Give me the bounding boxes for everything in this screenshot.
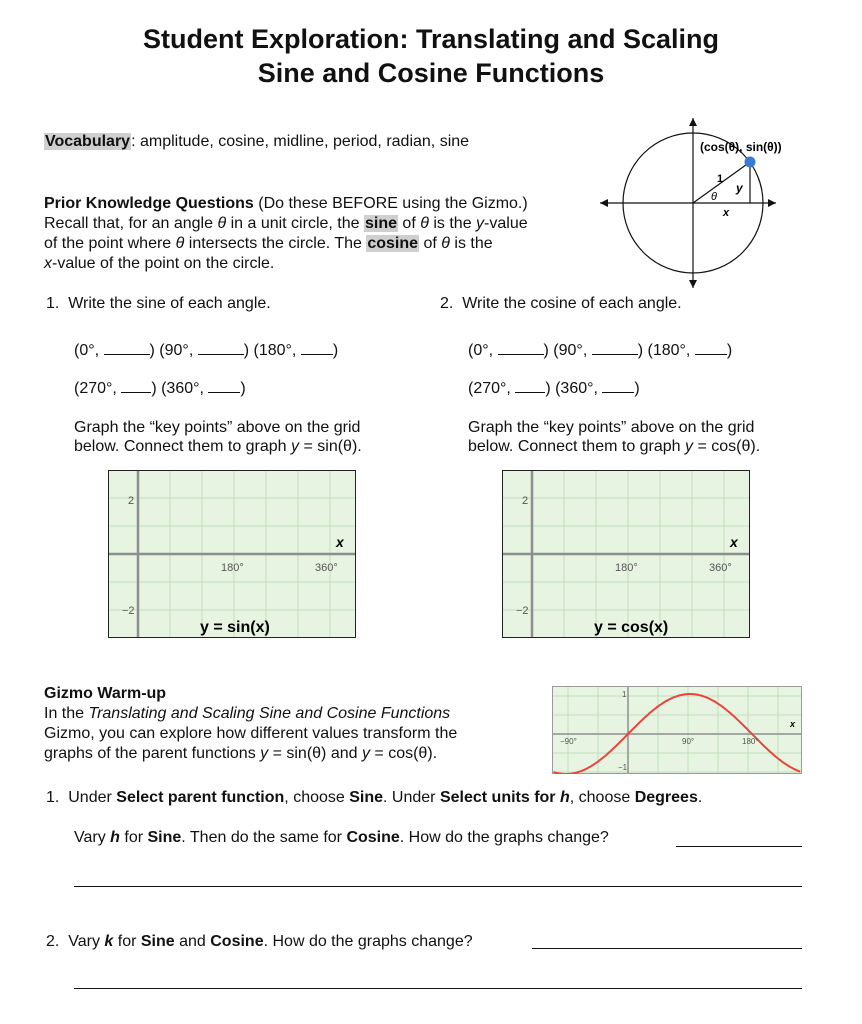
prior-text: Recall that, for an angle	[44, 215, 218, 232]
wq2-number: 2.	[46, 933, 60, 950]
q1-text: Write the sine of each angle.	[68, 295, 271, 312]
wq1-bold: Cosine	[346, 829, 400, 846]
q2-angle-270: (270°,	[468, 380, 511, 397]
answer-line[interactable]	[532, 948, 802, 949]
unit-circle-diagram	[590, 110, 790, 295]
wq1-text: . How do the graphs change?	[399, 829, 609, 846]
wq2-text: Vary	[68, 933, 105, 950]
y-tick-top: 2	[522, 495, 529, 507]
wq1-bold: Sine	[349, 789, 384, 806]
prior-line-3	[44, 254, 274, 274]
x-tick-90: 90°	[682, 737, 695, 746]
x-axis-label: x	[336, 534, 344, 550]
theta-symbol: θ	[420, 215, 429, 232]
prior-text: is the	[449, 235, 493, 252]
x-tick-180: 180°	[221, 562, 244, 574]
wq2-bold: Sine	[140, 933, 175, 950]
cosine-highlight: cosine	[367, 235, 419, 252]
q2-number: 2.	[440, 295, 454, 312]
prior-heading: Prior Knowledge Questions	[44, 195, 254, 212]
q1-angle-360: ) (360°,	[151, 380, 204, 397]
warmup-q1-line-2	[74, 828, 609, 848]
y-var: y	[291, 438, 300, 455]
warmup-text: graphs of the parent functions	[44, 745, 261, 762]
sine-highlight: sine	[364, 215, 397, 232]
wq1-bold: Select parent function	[116, 789, 285, 806]
q2-angle-90: ) (90°,	[543, 342, 588, 359]
title-line-1: Student Exploration: Translating and Scaling	[142, 24, 720, 54]
q2-angles-row-1	[468, 340, 732, 361]
wq1-bold: Degrees	[634, 789, 698, 806]
y-tick-top: 2	[128, 495, 135, 507]
gizmo-sine-graph	[552, 686, 802, 774]
y-var: y	[476, 215, 485, 232]
wq1-text: .	[697, 789, 703, 806]
prior-text: of	[419, 235, 442, 252]
y-var: y	[685, 438, 694, 455]
y-var: y	[260, 745, 269, 762]
vocabulary-list: : amplitude, cosine, midline, period, radian, sine	[131, 133, 470, 150]
q2-angles-row-2	[468, 378, 640, 399]
prior-text: of	[397, 215, 421, 232]
theta-symbol: θ	[175, 235, 185, 252]
q1-graph-instruction-2	[74, 437, 362, 457]
radius-label: 1	[717, 173, 724, 185]
theta-symbol: θ	[441, 235, 450, 252]
q2-graph-instruction-2	[468, 437, 760, 457]
q1-angles-row-1	[74, 340, 338, 361]
point-label: (cos(θ), sin(θ))	[700, 140, 782, 154]
warmup-text: In the	[44, 705, 89, 722]
x-var: x	[44, 255, 52, 272]
wq1-text: . Under	[383, 789, 440, 806]
wq1-text: for	[119, 829, 148, 846]
answer-blank[interactable]	[208, 378, 240, 393]
prior-text: of the point where	[44, 235, 176, 252]
q1-angles-row-2	[74, 378, 246, 399]
answer-blank[interactable]	[695, 340, 727, 355]
angle-label: θ	[711, 191, 717, 203]
x-tick-360: 360°	[315, 562, 338, 574]
q1-close: )	[240, 380, 246, 397]
wq1-text: Vary	[74, 829, 111, 846]
answer-blank[interactable]	[301, 340, 333, 355]
unit-circle-point	[745, 157, 756, 168]
warmup-q2-line	[46, 932, 473, 952]
q2-angle-360: ) (360°,	[545, 380, 598, 397]
q2-graph-instruction-1: Graph the “key points” above on the grid	[468, 419, 755, 436]
q2-text: = cos(θ).	[693, 438, 761, 455]
prior-text: intersects the circle. The	[184, 235, 367, 252]
answer-blank[interactable]	[592, 340, 638, 355]
wq1-text: . Then do the same for	[181, 829, 347, 846]
prior-heading-note: (Do these BEFORE using the Gizmo.)	[253, 195, 528, 212]
x-tick-180: 180°	[742, 737, 759, 746]
answer-line[interactable]	[676, 846, 802, 847]
x-tick-360: 360°	[709, 562, 732, 574]
x-tick-180: 180°	[615, 562, 638, 574]
x-axis-label: x	[790, 719, 796, 729]
q1-close: )	[332, 342, 339, 359]
wq2-bold: Cosine	[210, 933, 264, 950]
warmup-heading: Gizmo Warm-up	[44, 685, 167, 702]
theta-symbol: θ	[217, 215, 227, 232]
y-var: y	[361, 745, 370, 762]
prior-text: -value of the point on the circle.	[52, 255, 275, 272]
q1-angle-270: (270°,	[74, 380, 117, 397]
warmup-line-3	[44, 744, 437, 764]
warmup-line-2: Gizmo, you can explore how different values transform the	[44, 725, 458, 742]
warmup-q1-line-1	[46, 788, 702, 808]
q1-angle-180: ) (180°,	[243, 342, 297, 359]
wq2-text: and	[174, 933, 211, 950]
warmup-line-1	[44, 704, 450, 724]
function-label: y = sin(x)	[200, 619, 270, 636]
x-leg-label: x	[723, 207, 730, 219]
vocabulary	[44, 132, 469, 152]
q1-number: 1.	[46, 295, 60, 312]
prior-line-2	[44, 234, 493, 254]
wq1-text: Under	[68, 789, 117, 806]
q1-graph-instruction-1: Graph the “key points” above on the grid	[74, 419, 361, 436]
answer-blank[interactable]	[104, 340, 150, 355]
q1-prompt	[46, 294, 271, 314]
cosine-grid[interactable]	[502, 470, 750, 638]
function-label: y = cos(x)	[594, 619, 669, 636]
x-axis-label: x	[730, 534, 738, 550]
q2-prompt	[440, 294, 682, 314]
vocabulary-label: Vocabulary	[45, 133, 131, 150]
warmup-text: = cos(θ).	[369, 745, 438, 762]
warmup-text: = sin(θ) and	[268, 745, 362, 762]
answer-line[interactable]	[74, 886, 802, 887]
wq1-bold: Select units for	[439, 789, 560, 806]
answer-line[interactable]	[74, 988, 802, 989]
q2-close: )	[634, 380, 640, 397]
wq2-var-k: k	[104, 933, 114, 950]
answer-blank[interactable]	[121, 378, 151, 393]
y-tick-neg1: −1	[618, 763, 628, 772]
q2-text: Write the cosine of each angle.	[462, 295, 682, 312]
wq2-text: . How do the graphs change?	[263, 933, 473, 950]
q1-text: = sin(θ).	[299, 438, 362, 455]
prior-line-1	[44, 214, 528, 234]
wq1-text: , choose	[569, 789, 635, 806]
wq1-var-h: h	[110, 829, 120, 846]
answer-blank[interactable]	[498, 340, 544, 355]
wq1-number: 1.	[46, 789, 60, 806]
wq1-text: , choose	[284, 789, 350, 806]
y-tick-1: 1	[622, 690, 627, 699]
prior-text: -value	[484, 215, 528, 232]
title-line-2: Sine and Cosine Functions	[257, 58, 605, 88]
answer-blank[interactable]	[602, 378, 634, 393]
sine-grid[interactable]	[108, 470, 356, 638]
q2-angle-0: (0°,	[468, 342, 494, 359]
q2-text: below. Connect them to graph	[468, 438, 686, 455]
wq1-var-h: h	[559, 789, 570, 806]
prior-heading-line	[44, 194, 528, 214]
answer-blank[interactable]	[515, 378, 545, 393]
q1-text: below. Connect them to graph	[74, 438, 292, 455]
y-tick-bottom: −2	[516, 605, 529, 617]
wq1-bold: Sine	[147, 829, 182, 846]
gizmo-title: Translating and Scaling Sine and Cosine Functions	[88, 705, 451, 722]
y-leg-label: y	[736, 181, 743, 195]
q1-angle-90: ) (90°,	[149, 342, 194, 359]
q2-angle-180: ) (180°,	[637, 342, 691, 359]
prior-text: is the	[428, 215, 477, 232]
prior-text: in a unit circle, the	[226, 215, 364, 232]
q2-close: )	[726, 342, 733, 359]
answer-blank[interactable]	[198, 340, 244, 355]
q1-angle-0: (0°,	[74, 342, 100, 359]
wq2-text: for	[113, 933, 141, 950]
y-tick-bottom: −2	[122, 605, 135, 617]
x-tick-neg90: −90°	[560, 737, 577, 746]
